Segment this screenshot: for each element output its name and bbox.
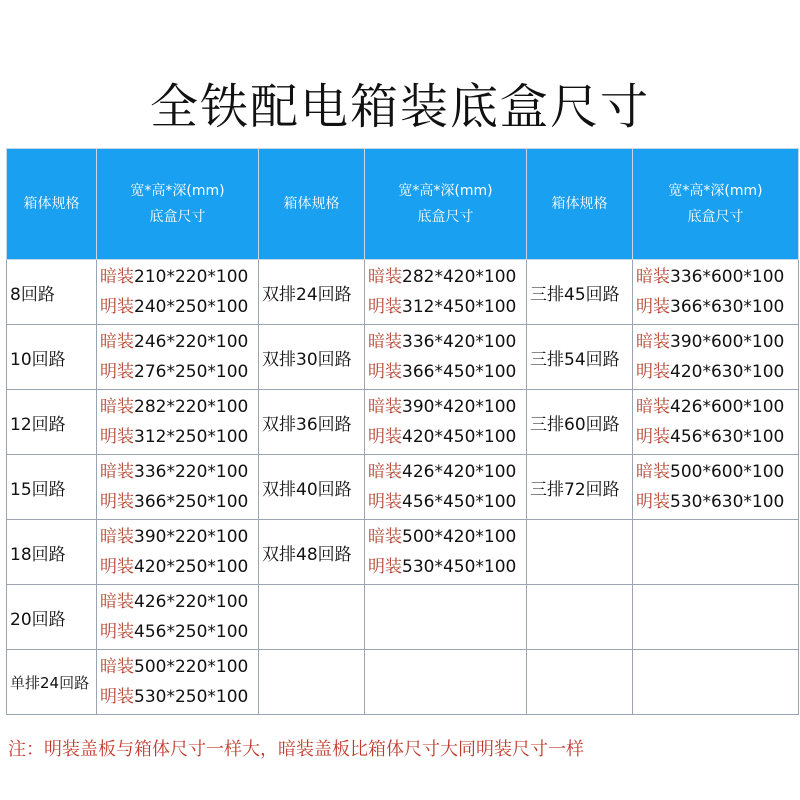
table-body [7,260,799,715]
concealed-tag: 暗装 [636,462,670,482]
surface-size-value: 366*450*100 [402,362,517,382]
surface-size-line [100,357,258,387]
surface-size-value: 420*450*100 [402,427,517,447]
concealed-size-value: 336*220*100 [134,462,249,482]
concealed-size-value: 426*220*100 [134,592,249,612]
surface-size-line [100,292,258,322]
header-dims-line2: 底盒尺寸 [687,209,744,225]
concealed-size-value: 390*600*100 [670,332,785,352]
concealed-tag: 暗装 [368,462,402,482]
concealed-tag: 暗装 [368,267,402,287]
concealed-size-line [368,262,526,292]
dims-cell [633,325,799,390]
spec-cell [259,650,365,715]
surface-size-line [100,682,258,712]
concealed-size-line [368,522,526,552]
spec-cell: 单排24回路 [7,650,97,715]
surface-size-line [636,292,798,322]
concealed-size-value: 336*420*100 [402,332,517,352]
concealed-tag: 暗装 [100,527,134,547]
concealed-size-line [100,262,258,292]
dims-cell [633,650,799,715]
spec-cell [527,520,633,585]
surface-size-line [636,357,798,387]
page-title: 全铁配电箱装底盒尺寸 [149,79,650,135]
dims-cell [633,520,799,585]
concealed-size-line [100,392,258,422]
concealed-size-line [636,392,798,422]
surface-size-line [368,292,526,322]
surface-size-value: 530*450*100 [402,557,517,577]
header-dims-line2: 底盒尺寸 [149,209,206,225]
concealed-size-line [100,522,258,552]
surface-size-line [100,422,258,452]
dims-cell [633,455,799,520]
spec-cell: 双排24回路 [259,260,365,325]
spec-cell: 双排40回路 [259,455,365,520]
surface-size-line [100,487,258,517]
surface-size-value: 366*630*100 [670,297,785,317]
spec-cell: 三排60回路 [527,390,633,455]
concealed-tag: 暗装 [368,527,402,547]
surface-tag: 明装 [368,427,402,447]
surface-tag: 明装 [100,492,134,512]
concealed-size-value: 246*220*100 [134,332,249,352]
surface-size-value: 276*250*100 [134,362,249,382]
dims-cell [633,260,799,325]
table-row [7,520,799,585]
spec-cell: 双排30回路 [259,325,365,390]
dims-cell [97,455,259,520]
header-spec: 箱体规格 [259,149,365,260]
spec-cell [527,585,633,650]
spec-cell: 双排48回路 [259,520,365,585]
concealed-tag: 暗装 [100,657,134,677]
concealed-size-line [100,587,258,617]
table-row [7,260,799,325]
footnote: 注：明装盖板与箱体尺寸一样大，暗装盖板比箱体尺寸大同明装尺寸一样 [8,739,584,760]
concealed-size-line [100,457,258,487]
concealed-size-value: 426*600*100 [670,397,785,417]
surface-tag: 明装 [636,297,670,317]
table-row [7,585,799,650]
surface-tag: 明装 [100,362,134,382]
spec-cell: 18回路 [7,520,97,585]
header-dims-line1: 宽*高*深(mm) [398,183,493,199]
surface-size-line [636,487,798,517]
table-header-row [7,149,799,260]
concealed-size-line [368,327,526,357]
concealed-size-value: 426*420*100 [402,462,517,482]
concealed-tag: 暗装 [100,592,134,612]
concealed-size-value: 282*220*100 [134,397,249,417]
concealed-size-value: 336*600*100 [670,267,785,287]
concealed-tag: 暗装 [368,397,402,417]
concealed-size-line [368,457,526,487]
surface-tag: 明装 [368,362,402,382]
header-dims [97,149,259,260]
surface-size-value: 456*450*100 [402,492,517,512]
spec-cell: 三排54回路 [527,325,633,390]
concealed-size-value: 500*600*100 [670,462,785,482]
spec-cell: 15回路 [7,455,97,520]
concealed-size-line [368,392,526,422]
spec-cell: 8回路 [7,260,97,325]
concealed-tag: 暗装 [100,332,134,352]
concealed-size-value: 282*420*100 [402,267,517,287]
header-dims-line1: 宽*高*深(mm) [668,183,763,199]
surface-tag: 明装 [100,687,134,707]
surface-tag: 明装 [368,557,402,577]
concealed-tag: 暗装 [636,397,670,417]
concealed-size-value: 210*220*100 [134,267,249,287]
spec-cell: 20回路 [7,585,97,650]
dims-cell [97,520,259,585]
spec-cell [259,585,365,650]
surface-tag: 明装 [100,622,134,642]
dims-cell [365,260,527,325]
concealed-size-value: 500*420*100 [402,527,517,547]
concealed-size-line [636,457,798,487]
surface-size-value: 420*250*100 [134,557,249,577]
surface-tag: 明装 [636,362,670,382]
concealed-size-line [100,327,258,357]
dims-cell [365,325,527,390]
concealed-size-line [636,262,798,292]
dims-cell [365,585,527,650]
concealed-size-line [636,327,798,357]
surface-tag: 明装 [636,492,670,512]
surface-size-value: 312*250*100 [134,427,249,447]
surface-size-value: 240*250*100 [134,297,249,317]
surface-size-value: 420*630*100 [670,362,785,382]
surface-tag: 明装 [368,492,402,512]
surface-size-value: 366*250*100 [134,492,249,512]
surface-size-value: 530*250*100 [134,687,249,707]
surface-size-line [368,422,526,452]
spec-cell: 三排45回路 [527,260,633,325]
header-dims-line2: 底盒尺寸 [417,209,474,225]
table-row [7,455,799,520]
table-row [7,650,799,715]
table-row [7,390,799,455]
dims-cell [97,585,259,650]
concealed-tag: 暗装 [100,462,134,482]
surface-size-line [100,617,258,647]
header-spec: 箱体规格 [7,149,97,260]
dims-cell [365,520,527,585]
table-row [7,325,799,390]
concealed-tag: 暗装 [636,267,670,287]
concealed-size-value: 500*220*100 [134,657,249,677]
spec-cell: 三排72回路 [527,455,633,520]
dims-cell [633,390,799,455]
surface-tag: 明装 [100,297,134,317]
dims-cell [97,325,259,390]
spec-cell: 12回路 [7,390,97,455]
spec-cell [527,650,633,715]
surface-size-value: 456*250*100 [134,622,249,642]
header-spec: 箱体规格 [527,149,633,260]
header-dims [633,149,799,260]
dims-cell [97,390,259,455]
concealed-tag: 暗装 [368,332,402,352]
dims-cell [633,585,799,650]
surface-size-line [368,552,526,582]
header-dims [365,149,527,260]
surface-size-value: 456*630*100 [670,427,785,447]
surface-size-line [100,552,258,582]
surface-size-line [636,422,798,452]
surface-tag: 明装 [100,427,134,447]
spec-cell: 双排36回路 [259,390,365,455]
concealed-tag: 暗装 [100,397,134,417]
concealed-tag: 暗装 [636,332,670,352]
dims-cell [97,650,259,715]
size-table [6,148,799,715]
spec-cell: 10回路 [7,325,97,390]
surface-size-value: 312*450*100 [402,297,517,317]
surface-tag: 明装 [100,557,134,577]
concealed-size-line [100,652,258,682]
surface-tag: 明装 [636,427,670,447]
concealed-size-value: 390*220*100 [134,527,249,547]
dims-cell [365,455,527,520]
surface-size-line [368,357,526,387]
surface-size-value: 530*630*100 [670,492,785,512]
dims-cell [97,260,259,325]
surface-size-line [368,487,526,517]
dims-cell [365,390,527,455]
concealed-tag: 暗装 [100,267,134,287]
concealed-size-value: 390*420*100 [402,397,517,417]
header-dims-line1: 宽*高*深(mm) [130,183,225,199]
dims-cell [365,650,527,715]
surface-tag: 明装 [368,297,402,317]
